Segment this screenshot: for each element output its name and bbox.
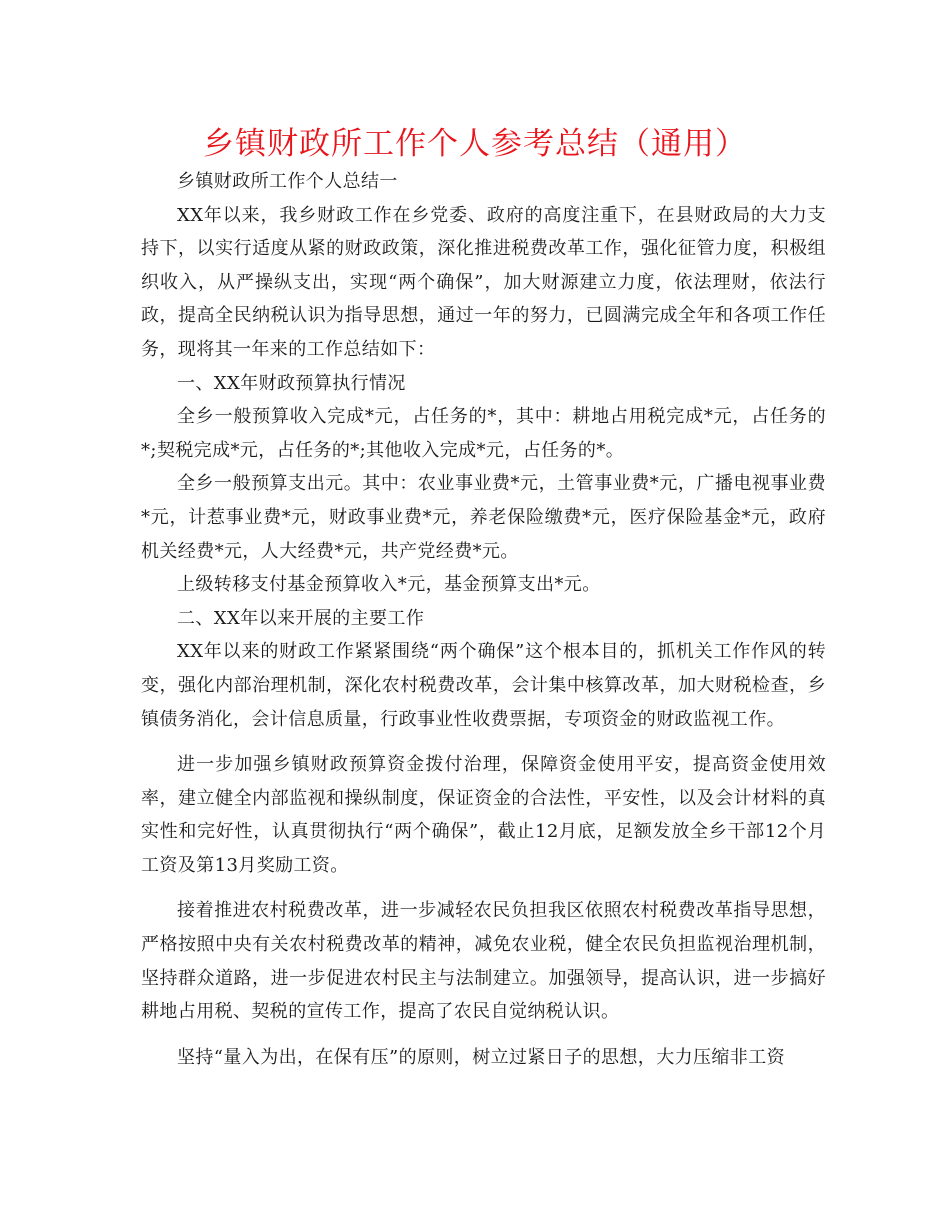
paragraph-expenditure: 全乡一般预算支出元。其中：农业事业费*元，土管事业费*元，广播电视事业费*元，计惹事业费*元，财政事业费*元，养老保险缴费*元，医疗保险基金*元，政府机关经费*元，人大经费*元，共产党经费*元。: [141, 473, 826, 562]
paragraph-tax-reform: 接着推进农村税费改革，进一步减轻农民负担我区依照农村税费改革指导思想，严格按照中央有关农村税费改革的精神，减免农业税，健全农民负担监视治理机制，坚持群众道路，进一步促进农村民主与法制建立。加强领导，提高认识，进一步搞好耕地占用税、契税的宣传工作，提高了农民自觉纳税认识。: [141, 900, 826, 1023]
paragraph-gap: [141, 882, 826, 894]
paragraph-work-overview: XX年以来的财政工作紧紧围绕“两个确保”这个根本目的，抓机关工作作风的转变，强化内部治理机制，深化农村税费改革，会计集中核算改革，加大财税检查，乡镇债务消化，会计信息质量，行政事业性收费票据，专项资金的财政监视工作。: [141, 641, 826, 730]
paragraph-gap: [141, 736, 826, 748]
paragraph-fund-management: 进一步加强乡镇财政预算资金拨付治理，保障资金使用平安，提高资金使用效率，建立健全内部监视和操纵制度，保证资金的合法性，平安性，以及会计材料的真实性和完好性，认真贯彻执行“两个确保”，截止12月底，足额发放全乡干部12个月工资及第13月奖励工资。: [141, 754, 826, 876]
document-title: 乡镇财政所工作个人参考总结（通用）: [203, 126, 747, 162]
paragraph-expense-control: 坚持“量入为出，在保有压”的原则，树立过紧日子的思想，大力压缩非工资: [177, 1046, 786, 1068]
document-body: [141, 165, 826, 1074]
section-subtitle: 乡镇财政所工作个人总结一: [177, 171, 398, 192]
paragraph-transfer: 上级转移支付基金预算收入*元，基金预算支出*元。: [177, 574, 601, 596]
paragraph-gap: [141, 1029, 826, 1041]
paragraph-intro: XX年以来，我乡财政工作在乡党委、政府的高度注重下，在县财政局的大力支持下，以实行适度从紧的财政政策，深化推进税费改革工作，强化征管力度，积极组织收入，从严操纵支出，实现“两个确保”，加大财源建立力度，依法理财，依法行政，提高全民纳税认识为指导思想，通过一年的努力，已圆满完成全年和各项工作任务，现将其一年来的工作总结如下：: [141, 204, 826, 360]
section-heading-work: 二、XX年以来开展的主要工作: [177, 607, 425, 629]
section-heading-budget: 一、XX年财政预算执行情况: [177, 372, 406, 394]
paragraph-revenue: 全乡一般预算收入完成*元，占任务的*，其中：耕地占用税完成*元，占任务的*;契税完成*元，占任务的*;其他收入完成*元，占任务的*。: [141, 406, 826, 461]
